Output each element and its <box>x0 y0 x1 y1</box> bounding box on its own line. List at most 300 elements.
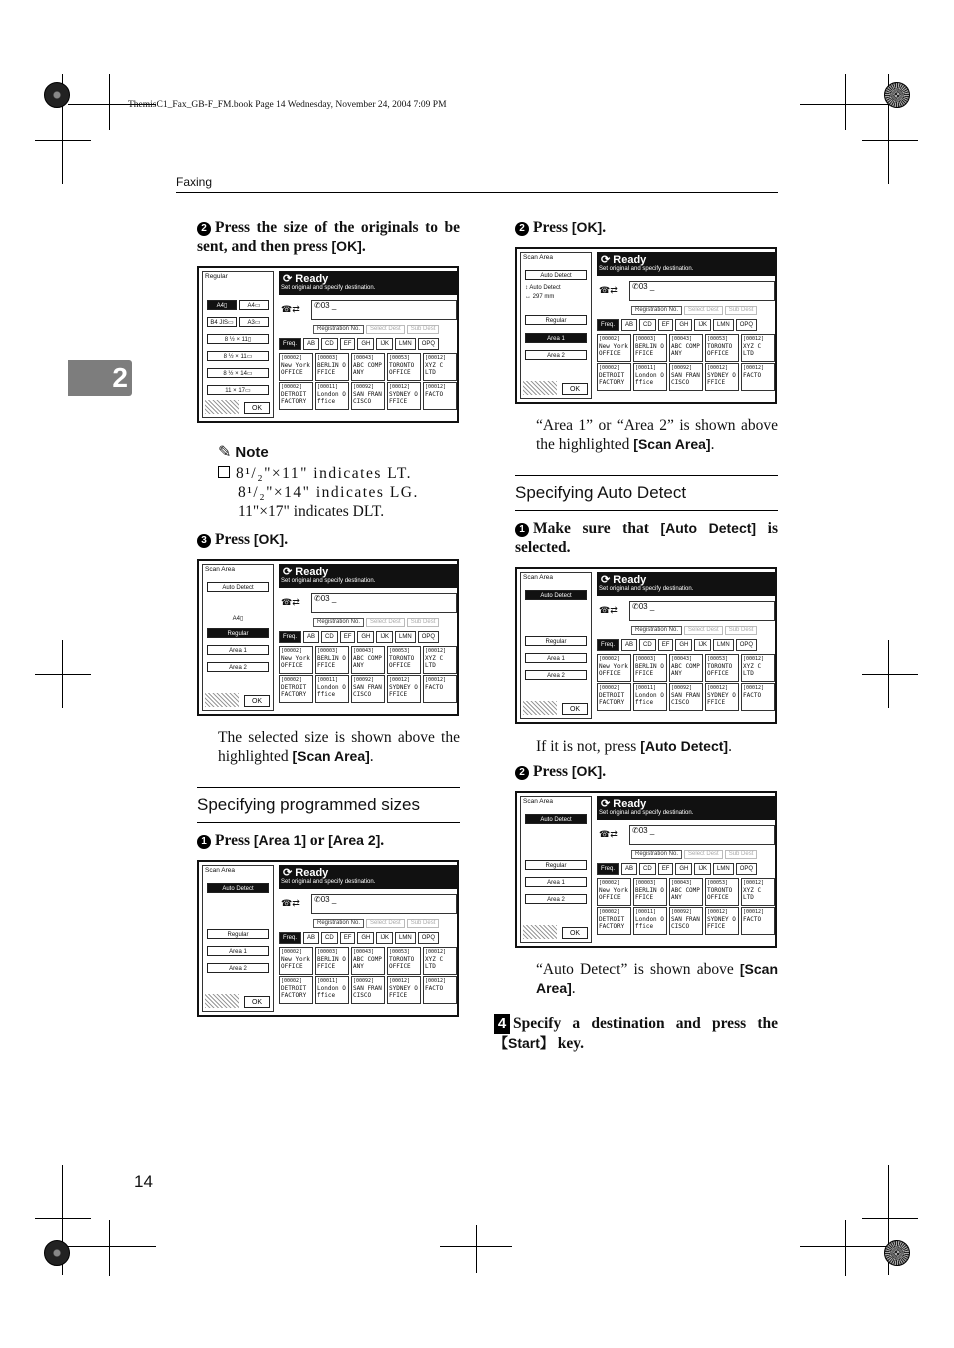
tab-lmn[interactable]: LMN <box>713 863 734 875</box>
sub-dest-button[interactable]: Sub Dest <box>407 325 440 334</box>
step-number: 1 <box>515 523 529 537</box>
ok-button[interactable]: OK <box>562 927 588 939</box>
destination-code: [00003] <box>317 648 339 654</box>
crop-mark <box>62 640 63 708</box>
size-b4-button[interactable]: B4 JIS▭ <box>207 317 237 327</box>
step-number: 2 <box>515 766 529 780</box>
tab-ab[interactable]: AB <box>303 932 319 944</box>
fax-icon: ☎⇄ <box>599 829 618 839</box>
destination-code: [00012] <box>425 384 447 390</box>
step-number: 2 <box>197 222 211 236</box>
destination-cell[interactable] <box>633 878 667 906</box>
destination-cell[interactable] <box>741 363 775 391</box>
destination-code: [00011] <box>317 677 339 683</box>
select-dest-button[interactable]: Select Dest <box>684 626 723 635</box>
section-rule <box>515 475 778 476</box>
destination-code: [00003] <box>635 656 657 662</box>
tab-ijk[interactable]: IJK <box>694 319 711 331</box>
auto-detect-button[interactable]: Auto Detect <box>525 270 587 280</box>
ready-label: ⟳ Ready <box>283 566 329 578</box>
destination-code: [00002] <box>599 365 621 371</box>
tab-lmn[interactable]: LMN <box>713 639 734 651</box>
tab-ab[interactable]: AB <box>621 863 637 875</box>
tab-opq[interactable]: OPQ <box>736 863 757 875</box>
ok-button[interactable]: OK <box>244 996 270 1008</box>
size-a3-button[interactable]: A3▭ <box>239 317 269 327</box>
fax-icon: ☎⇄ <box>281 597 300 607</box>
dest-grid <box>279 646 457 703</box>
tab-opq[interactable]: OPQ <box>736 319 757 331</box>
tab-freq[interactable]: Freq. <box>597 319 619 331</box>
destination-name: SYDNEY O FFICE <box>389 684 418 698</box>
auto-detect-button[interactable]: Auto Detect <box>207 582 269 592</box>
select-dest-button[interactable]: Select Dest <box>366 618 405 627</box>
tab-freq[interactable]: Freq. <box>279 338 301 350</box>
registration-button[interactable]: Registration No. <box>313 325 364 334</box>
tab-gh[interactable]: GH <box>675 639 692 651</box>
destination-cell[interactable] <box>423 976 457 1004</box>
destination-code: [00011] <box>635 909 657 915</box>
destination-name: DETROIT FACTORY <box>599 372 625 386</box>
destination-name: London O ffice <box>635 916 664 930</box>
caption-end: . <box>369 748 374 765</box>
regular-button[interactable]: Regular <box>525 315 587 325</box>
step-press-area <box>197 831 460 850</box>
registration-row <box>631 626 775 635</box>
destination-cell[interactable] <box>423 382 457 410</box>
tab-lmn[interactable]: LMN <box>395 631 416 643</box>
regular-button[interactable]: Regular <box>525 636 587 646</box>
destination-cell[interactable] <box>633 654 667 682</box>
destination-field[interactable]: ✆03 _ <box>629 601 775 621</box>
destination-name: London O ffice <box>317 684 346 698</box>
step-text: Make sure that <box>533 520 661 537</box>
destination-cell[interactable] <box>279 646 313 674</box>
scan-area-list <box>520 252 592 399</box>
tab-gh[interactable]: GH <box>357 338 374 350</box>
size-lt-portrait-button[interactable]: 8 ½ × 11▯ <box>207 334 269 344</box>
destination-cell[interactable] <box>669 334 703 362</box>
destination-code: [00092] <box>353 384 375 390</box>
destination-row <box>597 823 775 847</box>
destination-cell[interactable] <box>669 654 703 682</box>
destination-field[interactable]: ✆03 _ <box>629 281 775 301</box>
destination-cell[interactable] <box>279 976 313 1004</box>
destination-name: SYDNEY O FFICE <box>707 916 736 930</box>
auto-detect-key-label: [Auto Detect] <box>640 738 729 754</box>
status-sub: Set original and specify destination. <box>599 810 694 816</box>
tab-opq[interactable]: OPQ <box>418 631 439 643</box>
tab-lmn[interactable]: LMN <box>713 319 734 331</box>
destination-code: [00003] <box>635 880 657 886</box>
auto-detect-button[interactable]: Auto Detect <box>525 590 587 600</box>
step-text: Press the size of the originals to be sent, and then press <box>197 219 460 255</box>
sub-dest-button[interactable]: Sub Dest <box>725 306 758 315</box>
destination-code: [00012] <box>707 365 729 371</box>
screen-panel-scan-regular <box>197 559 459 716</box>
size-dlt-button[interactable]: 11 × 17▭ <box>207 385 269 395</box>
tab-ab[interactable]: AB <box>303 631 319 643</box>
status-bar <box>279 865 457 889</box>
dest-grid <box>597 654 775 711</box>
destination-name: New York OFFICE <box>599 887 628 901</box>
panel-title: Scan Area <box>205 867 235 874</box>
crop-mark <box>845 1220 846 1276</box>
step-text-end: key. <box>553 1035 585 1052</box>
destination-cell[interactable] <box>387 976 421 1004</box>
destination-cell[interactable] <box>423 675 457 703</box>
registration-button[interactable]: Registration No. <box>313 919 364 928</box>
tab-cd[interactable]: CD <box>639 319 656 331</box>
select-dest-button[interactable]: Select Dest <box>684 850 723 859</box>
ok-key-label: [OK] <box>571 219 603 235</box>
area1-button[interactable]: Area 1 <box>525 877 587 887</box>
registration-button[interactable]: Registration No. <box>631 306 682 315</box>
destination-cell[interactable] <box>423 353 457 381</box>
destination-cell[interactable] <box>705 654 739 682</box>
destination-code: [00012] <box>743 685 765 691</box>
auto-detect-button[interactable]: Auto Detect <box>207 883 269 893</box>
destination-name: FACTO <box>743 916 762 923</box>
tab-freq[interactable]: Freq. <box>597 639 619 651</box>
tab-freq[interactable]: Freq. <box>279 631 301 643</box>
destination-cell[interactable] <box>669 907 703 935</box>
auto-detect-button[interactable]: Auto Detect <box>525 814 587 824</box>
status-sub: Set original and specify destination. <box>281 879 376 885</box>
tab-ab[interactable]: AB <box>621 639 637 651</box>
destination-cell[interactable] <box>279 382 313 410</box>
sub-dest-button[interactable]: Sub Dest <box>407 919 440 928</box>
status-bar <box>597 796 775 820</box>
destination-name: XYZ C LTD <box>425 655 444 669</box>
destination-name: ABC COMP ANY <box>353 655 382 669</box>
destination-name: DETROIT FACTORY <box>281 684 307 698</box>
screen-panel-regular <box>197 266 459 423</box>
regular-button[interactable]: Regular <box>207 929 269 939</box>
destination-code: [00012] <box>389 677 411 683</box>
destination-code: [00011] <box>317 384 339 390</box>
tab-freq[interactable]: Freq. <box>597 863 619 875</box>
destination-code: [00012] <box>425 978 447 984</box>
tab-cd[interactable]: CD <box>321 631 338 643</box>
crop-mark <box>109 74 110 130</box>
destination-cell[interactable] <box>387 646 421 674</box>
destination-code: [00012] <box>707 685 729 691</box>
dest-grid <box>279 353 457 410</box>
area2-button[interactable]: Area 2 <box>207 963 269 973</box>
destination-code: [00011] <box>635 685 657 691</box>
tab-cd[interactable]: CD <box>639 639 656 651</box>
select-dest-button[interactable]: Select Dest <box>366 325 405 334</box>
destination-cell[interactable] <box>597 654 631 682</box>
if-not-end: . <box>728 738 732 755</box>
size-a4-landscape-button[interactable]: A4▭ <box>239 300 269 310</box>
select-dest-button[interactable]: Select Dest <box>684 306 723 315</box>
destination-code: [00043] <box>353 355 375 361</box>
size-lg-button[interactable]: 8 ½ × 14▭ <box>207 368 269 378</box>
destination-cell[interactable] <box>741 878 775 906</box>
step-text: Specify a destination and press the <box>513 1015 778 1032</box>
registration-row <box>313 618 457 627</box>
tab-gh[interactable]: GH <box>675 863 692 875</box>
crop-mark <box>862 674 918 675</box>
destination-name: SYDNEY O FFICE <box>389 985 418 999</box>
status-bar <box>597 252 775 276</box>
tab-ijk[interactable]: IJK <box>694 863 711 875</box>
area-info-line: ↕ Auto Detect <box>525 285 561 291</box>
step-text-end: is selected. <box>515 520 778 556</box>
destination-cell[interactable] <box>741 334 775 362</box>
destination-cell[interactable] <box>351 353 385 381</box>
destination-cell[interactable] <box>741 683 775 711</box>
destination-field[interactable]: ✆03 _ <box>629 825 775 845</box>
area1-key-label: [Area 1] <box>253 832 307 848</box>
tab-ijk[interactable]: IJK <box>694 639 711 651</box>
ready-text: Ready <box>295 566 329 578</box>
destination-value: 03 _ <box>638 282 655 291</box>
destination-cell[interactable] <box>705 363 739 391</box>
destination-field[interactable]: ✆03 _ <box>311 300 457 320</box>
tab-lmn[interactable]: LMN <box>395 932 416 944</box>
destination-code: [00043] <box>671 880 693 886</box>
tab-freq[interactable]: Freq. <box>279 932 301 944</box>
dest-tabs <box>597 639 775 651</box>
destination-name: DETROIT FACTORY <box>281 391 307 405</box>
area1-button[interactable]: Area 1 <box>525 333 587 343</box>
area1-button[interactable]: Area 1 <box>525 653 587 663</box>
destination-name: BERLIN O FFICE <box>635 663 664 677</box>
registration-ball-icon <box>44 82 70 108</box>
dest-tabs <box>597 863 775 875</box>
size-a4-portrait-button[interactable]: A4▯ <box>207 300 237 310</box>
ok-button[interactable]: OK <box>562 383 588 395</box>
destination-row <box>279 591 457 615</box>
registration-ball-icon <box>884 1240 910 1266</box>
destination-cell[interactable] <box>705 683 739 711</box>
ok-button[interactable]: OK <box>562 703 588 715</box>
destination-name: TORONTO OFFICE <box>389 655 415 669</box>
destination-code: [00012] <box>425 648 447 654</box>
sub-dest-button[interactable]: Sub Dest <box>725 626 758 635</box>
destination-code: [00003] <box>635 336 657 342</box>
destination-name: SAN FRAN CISCO <box>353 985 382 999</box>
destination-cell[interactable] <box>315 353 349 381</box>
caption-selected-size <box>218 728 460 766</box>
crop-mark <box>109 1220 110 1276</box>
status-sub: Set original and specify destination. <box>599 586 694 592</box>
destination-cell[interactable] <box>315 675 349 703</box>
destination-cell[interactable] <box>597 334 631 362</box>
dest-tabs <box>279 631 457 643</box>
tab-lmn[interactable]: LMN <box>395 338 416 350</box>
destination-cell[interactable] <box>315 976 349 1004</box>
note-heading <box>218 442 269 462</box>
destination-cell[interactable] <box>705 334 739 362</box>
destination-name: XYZ C LTD <box>425 956 444 970</box>
destination-name: London O ffice <box>635 372 664 386</box>
dest-tabs <box>279 338 457 350</box>
destination-code: [00002] <box>599 685 621 691</box>
area-info-line: ↔ 297 mm <box>525 294 555 300</box>
destination-cell[interactable] <box>279 947 313 975</box>
dest-tabs <box>597 319 775 331</box>
tab-gh[interactable]: GH <box>357 631 374 643</box>
destination-cell[interactable] <box>315 646 349 674</box>
destination-cell[interactable] <box>387 947 421 975</box>
destination-code: [00011] <box>317 978 339 984</box>
step-number: 1 <box>197 835 211 849</box>
tab-ijk[interactable]: IJK <box>376 932 393 944</box>
note-line-lt: 8¹/₂"×11" indicates LT. <box>236 465 413 482</box>
area2-button[interactable]: Area 2 <box>525 894 587 904</box>
panel-title: Scan Area <box>523 574 553 581</box>
destination-cell[interactable] <box>387 382 421 410</box>
destination-cell[interactable] <box>597 878 631 906</box>
destination-cell[interactable] <box>279 675 313 703</box>
step-text: Press <box>215 832 254 849</box>
ready-text: Ready <box>613 254 647 266</box>
tab-cd[interactable]: CD <box>321 338 338 350</box>
tab-ijk[interactable]: IJK <box>376 631 393 643</box>
destination-cell[interactable] <box>351 382 385 410</box>
area1-button[interactable]: Area 1 <box>207 946 269 956</box>
scan-size-list <box>202 271 274 418</box>
destination-cell[interactable] <box>315 382 349 410</box>
area2-button[interactable]: Area 2 <box>525 670 587 680</box>
tab-ef[interactable]: EF <box>340 338 356 350</box>
destination-cell[interactable] <box>633 363 667 391</box>
header-rule <box>176 192 778 193</box>
fax-icon: ☎⇄ <box>599 605 618 615</box>
destination-cell[interactable] <box>387 675 421 703</box>
crop-mark <box>862 1218 918 1219</box>
regular-button[interactable]: Regular <box>525 860 587 870</box>
destination-cell[interactable] <box>669 683 703 711</box>
destination-cell[interactable] <box>423 646 457 674</box>
tab-cd[interactable]: CD <box>321 932 338 944</box>
ok-button[interactable]: OK <box>244 695 270 707</box>
destination-cell[interactable] <box>597 907 631 935</box>
destination-field[interactable]: ✆03 _ <box>311 894 457 914</box>
tab-ef[interactable]: EF <box>658 863 674 875</box>
destination-cell[interactable] <box>741 654 775 682</box>
destination-code: [00012] <box>743 336 765 342</box>
sub-dest-button[interactable]: Sub Dest <box>407 618 440 627</box>
destination-name: TORONTO OFFICE <box>389 362 415 376</box>
destination-name: DETROIT FACTORY <box>281 985 307 999</box>
ready-label: ⟳ Ready <box>601 798 647 810</box>
regular-button[interactable]: Regular <box>207 628 269 638</box>
crop-mark <box>35 1218 91 1219</box>
destination-cell[interactable] <box>351 646 385 674</box>
destination-cell[interactable] <box>705 878 739 906</box>
size-lt-landscape-button[interactable]: 8 ½ × 11▭ <box>207 351 269 361</box>
destination-code: [00043] <box>671 656 693 662</box>
step-text: Press <box>215 531 254 548</box>
destination-name: DETROIT FACTORY <box>599 692 625 706</box>
tab-ijk[interactable]: IJK <box>376 338 393 350</box>
destination-cell[interactable] <box>633 334 667 362</box>
destination-cell[interactable] <box>351 947 385 975</box>
dest-grid <box>279 947 457 1004</box>
tab-opq[interactable]: OPQ <box>418 338 439 350</box>
area2-button[interactable]: Area 2 <box>207 662 269 672</box>
area1-button[interactable]: Area 1 <box>207 645 269 655</box>
tab-ab[interactable]: AB <box>303 338 319 350</box>
ready-label: ⟳ Ready <box>283 273 329 285</box>
sub-dest-button[interactable]: Sub Dest <box>725 850 758 859</box>
tab-ef[interactable]: EF <box>340 631 356 643</box>
select-dest-button[interactable]: Select Dest <box>366 919 405 928</box>
destination-cell[interactable] <box>669 878 703 906</box>
registration-button[interactable]: Registration No. <box>313 618 364 627</box>
destination-cell[interactable] <box>279 353 313 381</box>
destination-cell[interactable] <box>315 947 349 975</box>
ok-button[interactable]: OK <box>244 402 270 414</box>
panel-title: Scan Area <box>205 566 235 573</box>
destination-code: [00012] <box>743 656 765 662</box>
destination-name: ABC COMP ANY <box>671 663 700 677</box>
tab-ef[interactable]: EF <box>658 319 674 331</box>
hatch-pattern <box>523 381 557 395</box>
screen-panel-auto-detect-2 <box>515 791 777 948</box>
step-text: Press <box>533 763 572 780</box>
destination-cell[interactable] <box>597 363 631 391</box>
destination-cell[interactable] <box>597 683 631 711</box>
destination-name: FACTO <box>743 372 762 379</box>
registration-button[interactable]: Registration No. <box>631 850 682 859</box>
destination-cell[interactable] <box>351 675 385 703</box>
note-line-lg: 8¹/₂"×14" indicates LG. <box>238 484 419 501</box>
destination-field[interactable]: ✆03 _ <box>311 593 457 613</box>
destination-cell[interactable] <box>387 353 421 381</box>
destination-row <box>279 298 457 322</box>
destination-name: XYZ C LTD <box>743 663 762 677</box>
destination-name: FACTO <box>425 985 444 992</box>
destination-name: New York OFFICE <box>281 362 310 376</box>
destination-cell[interactable] <box>633 683 667 711</box>
area2-button[interactable]: Area 2 <box>525 350 587 360</box>
fax-icon: ☎⇄ <box>281 304 300 314</box>
destination-code: [00012] <box>425 355 447 361</box>
tab-gh[interactable]: GH <box>675 319 692 331</box>
tab-opq[interactable]: OPQ <box>736 639 757 651</box>
destination-cell[interactable] <box>351 976 385 1004</box>
status-sub: Set original and specify destination. <box>281 578 376 584</box>
destination-cell[interactable] <box>705 907 739 935</box>
destination-value: 03 _ <box>320 895 337 904</box>
caption-area-shown <box>536 416 778 454</box>
destination-code: [00043] <box>671 336 693 342</box>
tab-gh[interactable]: GH <box>357 932 374 944</box>
registration-button[interactable]: Registration No. <box>631 626 682 635</box>
destination-cell[interactable] <box>633 907 667 935</box>
destination-code: [00053] <box>707 336 729 342</box>
destination-cell[interactable] <box>669 363 703 391</box>
status-bar <box>597 572 775 596</box>
tab-cd[interactable]: CD <box>639 863 656 875</box>
scan-area-list <box>202 564 274 711</box>
destination-code: [00002] <box>281 384 303 390</box>
destination-cell[interactable] <box>423 947 457 975</box>
step-press-ok <box>197 530 460 549</box>
note-line-dlt: 11"×17" indicates DLT. <box>238 503 385 520</box>
tab-ab[interactable]: AB <box>621 319 637 331</box>
tab-ef[interactable]: EF <box>340 932 356 944</box>
tab-ef[interactable]: EF <box>658 639 674 651</box>
destination-cell[interactable] <box>741 907 775 935</box>
tab-opq[interactable]: OPQ <box>418 932 439 944</box>
